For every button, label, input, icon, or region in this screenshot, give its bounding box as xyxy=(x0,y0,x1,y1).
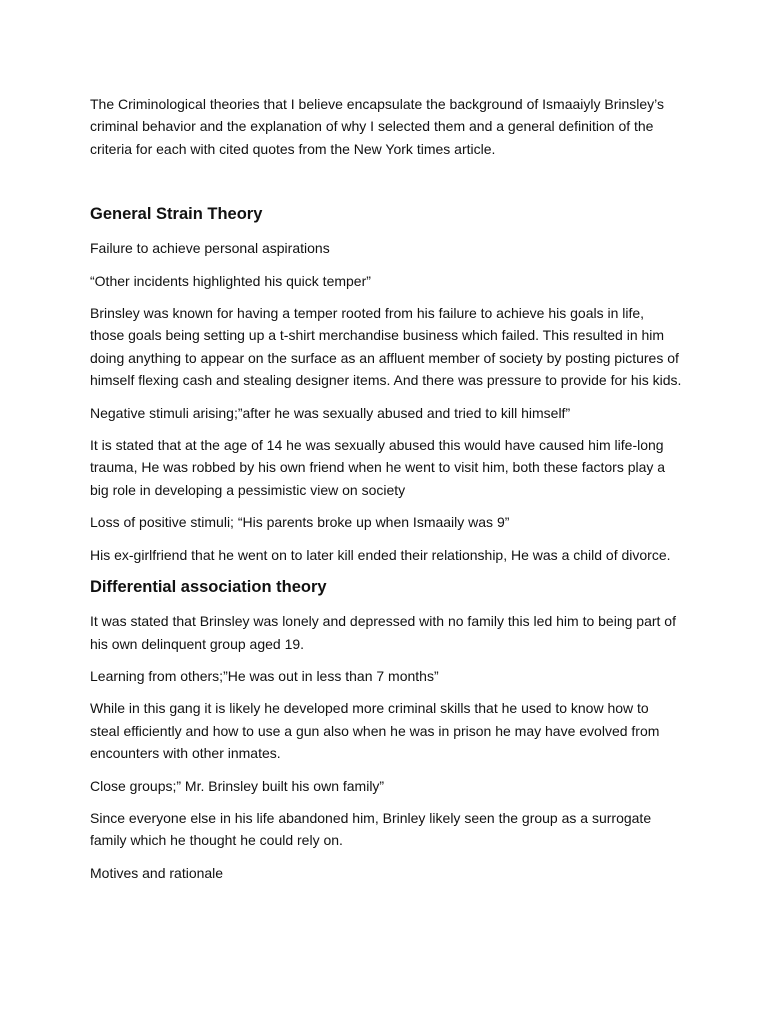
section-heading-general-strain-theory: General Strain Theory xyxy=(90,205,263,224)
intro-paragraph: The Criminological theories that I believe encapsulate the background of Ismaaiyly Brinsley’s criminal behavior and the explanation of why I selected them and a general definition of the criteria for each with cited quotes from the New York times article. xyxy=(90,96,665,157)
strain-paragraph-7: His ex-girlfriend that he went on to later kill ended their relationship, He was a child of divorce. xyxy=(90,546,671,563)
association-paragraph-1: It was stated that Brinsley was lonely and depressed with no family this led him to being part of his own delinquent group aged 19. xyxy=(90,613,676,652)
association-paragraph-3: While in this gang it is likely he developed more criminal skills that he used to know how to steal efficiently and how to use a gun also when he was in prison he may have evolved from encounters with other inmates. xyxy=(90,700,660,762)
association-paragraph-4: Close groups;” Mr. Brinsley built his own family” xyxy=(90,777,385,794)
strain-paragraph-3: Brinsley was known for having a temper rooted from his failure to achieve his goals in life, those goals being setting up a t-shirt merchandise business which failed. This resulted in him doing anything to appear on the surface as an affluent member of society by posting pictures of himself flexing cash and stealing designer items. And there was pressure to provide for his kids. xyxy=(90,305,682,389)
strain-paragraph-2: “Other incidents highlighted his quick temper” xyxy=(90,272,371,289)
strain-paragraph-6: Loss of positive stimuli; “His parents broke up when Ismaaily was 9” xyxy=(90,514,510,531)
strain-paragraph-1: Failure to achieve personal aspirations xyxy=(90,240,330,257)
section-heading-differential-association-theory: Differential association theory xyxy=(90,578,327,597)
association-paragraph-2: Learning from others;”He was out in less than 7 months” xyxy=(90,667,439,684)
document-page xyxy=(90,93,682,894)
association-paragraph-5: Since everyone else in his life abandoned him, Brinley likely seen the group as a surrogate family which he thought he could rely on. xyxy=(90,809,652,849)
strain-paragraph-4: Negative stimuli arising;”after he was sexually abused and tried to kill himself” xyxy=(90,404,571,421)
strain-paragraph-5: It is stated that at the age of 14 he was sexually abused this would have caused him life-long trauma, He was robbed by his own friend when he went to visit him, both these factors play a big role in developing a pessimistic view on society xyxy=(90,437,666,498)
association-paragraph-6: Motives and rationale xyxy=(90,864,224,881)
